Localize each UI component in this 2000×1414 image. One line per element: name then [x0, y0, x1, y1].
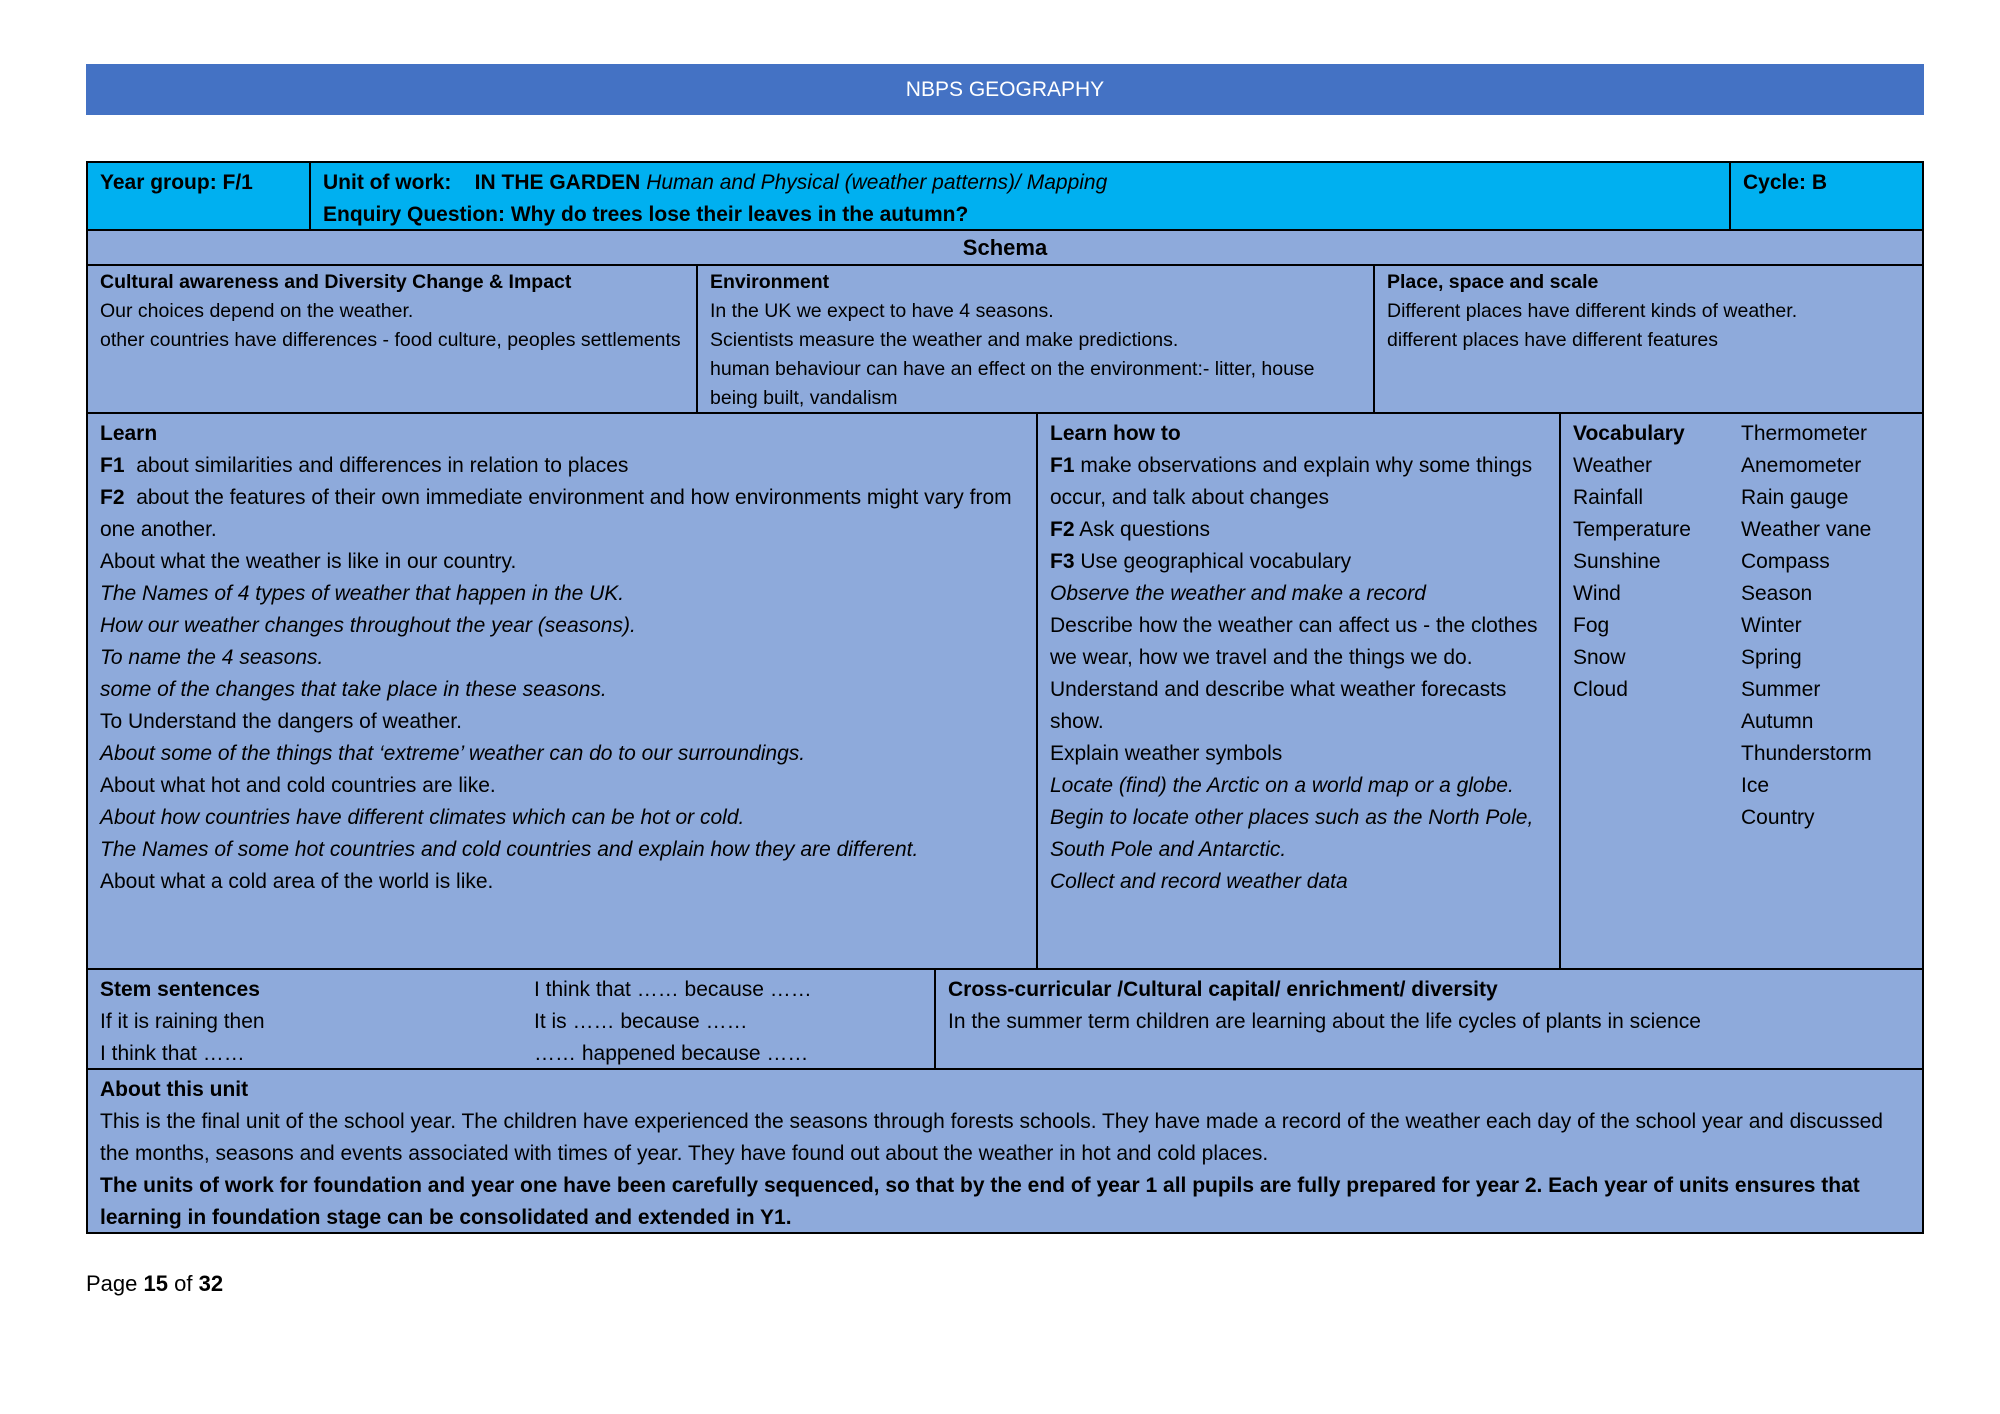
unit-title: IN THE GARDEN	[474, 171, 641, 194]
cross-text: In the summer term children are learning about the life cycles of plants in science	[948, 1010, 1701, 1033]
learn-how-heading: Learn how to	[1050, 422, 1181, 445]
unit-subtitle: Human and Physical (weather patterns)/ Mapping	[646, 171, 1108, 194]
schema-title: Schema	[962, 235, 1048, 260]
vocabulary-word: Fog	[1573, 614, 1610, 637]
vocabulary-word: Snow	[1573, 646, 1626, 669]
vocabulary-word: Sunshine	[1573, 550, 1661, 573]
learn-cell	[88, 414, 1036, 968]
learn-how-f3: F3 Use geographical vocabulary	[1050, 550, 1352, 573]
vocabulary-word: Temperature	[1573, 518, 1691, 541]
cultural-line: Our choices depend on the weather.	[100, 300, 414, 322]
about-row	[86, 1070, 1924, 1234]
learn-item: About some of the things that ‘extreme’ weather can do to our surroundings.	[100, 742, 806, 765]
learn-how-item: Begin to locate other places such as the North Pole, South Pole and Antarctic.	[1050, 806, 1534, 861]
stem-cell	[88, 970, 934, 1068]
cross-heading: Cross-curricular /Cultural capital/ enrichment/ diversity	[948, 978, 1498, 1001]
learn-how-item: Observe the weather and make a record	[1050, 582, 1426, 605]
stem-heading: Stem sentences	[100, 978, 260, 1001]
learn-heading: Learn	[100, 422, 158, 445]
vocabulary-heading: Vocabulary	[1573, 422, 1685, 445]
learn-item: About what the weather is like in our country.	[100, 550, 517, 573]
stem-col1	[100, 974, 534, 1070]
page-label: Page	[86, 1271, 138, 1296]
vocabulary-col1	[1573, 418, 1741, 834]
learn-row	[86, 414, 1924, 970]
of-label: of	[174, 1271, 193, 1296]
vocabulary-cell	[1559, 414, 1922, 968]
vocabulary-word: Summer	[1741, 678, 1821, 701]
unit-plan-table	[86, 161, 1924, 1234]
vocabulary-word: Autumn	[1741, 710, 1814, 733]
environment-heading: Environment	[710, 271, 830, 293]
stem-sentence: It is …… because ……	[534, 1010, 748, 1033]
vocabulary-word: Rain gauge	[1741, 486, 1849, 509]
learn-how-cell	[1036, 414, 1559, 968]
learn-item: About what a cold area of the world is like.	[100, 870, 494, 893]
unit-of-work	[309, 163, 1729, 229]
place-line: Different places have different kinds of weather.	[1387, 300, 1798, 322]
place-line: different places have different features	[1387, 329, 1718, 351]
schema-place	[1373, 266, 1922, 412]
place-heading: Place, space and scale	[1387, 271, 1599, 293]
vocabulary-word: Rainfall	[1573, 486, 1644, 509]
stem-col2	[534, 974, 922, 1070]
vocabulary-word: Season	[1741, 582, 1813, 605]
vocabulary-word: Compass	[1741, 550, 1830, 573]
schema-cells-row	[86, 266, 1924, 414]
learn-item: About how countries have different climates which can be hot or cold.	[100, 806, 745, 829]
header-row	[86, 161, 1924, 231]
vocabulary-word: Country	[1741, 806, 1815, 829]
environment-line: Scientists measure the weather and make predictions.	[710, 329, 1179, 351]
unit-label: Unit of work:	[323, 171, 452, 194]
stem-sentence: I think that ……	[100, 1042, 245, 1065]
vocabulary-word: Wind	[1573, 582, 1621, 605]
schema-environment	[696, 266, 1373, 412]
vocabulary-word: Thermometer	[1741, 422, 1868, 445]
enquiry-question: Enquiry Question: Why do trees lose their leaves in the autumn?	[323, 203, 969, 226]
stem-columns	[100, 974, 922, 1070]
learn-item: To Understand the dangers of weather.	[100, 710, 462, 733]
vocabulary-word: Spring	[1741, 646, 1802, 669]
stem-sentence: …… happened because ……	[534, 1042, 809, 1065]
cycle: Cycle: B	[1729, 163, 1922, 229]
learn-item: The Names of some hot countries and cold countries and explain how they are different.	[100, 838, 919, 861]
learn-how-item: Collect and record weather data	[1050, 870, 1348, 893]
vocabulary-word: Cloud	[1573, 678, 1628, 701]
vocabulary-col2	[1741, 418, 1910, 834]
schema-row	[86, 231, 1924, 266]
about-bold-text: The units of work for foundation and year one have been carefully sequenced, so that by the end of year 1 all pupils are fully prepared for year 2. Each year of units ensures that learning in foundation stage can be consolidated and extended in Y1.	[100, 1174, 1860, 1229]
learn-how-item: Locate (find) the Arctic on a world map or a globe.	[1050, 774, 1514, 797]
page-total: 32	[198, 1271, 224, 1296]
page-banner: NBPS GEOGRAPHY	[86, 64, 1924, 115]
environment-line: In the UK we expect to have 4 seasons.	[710, 300, 1054, 322]
about-heading: About this unit	[100, 1078, 249, 1101]
vocabulary-word: Anemometer	[1741, 454, 1862, 477]
page-number: 15	[143, 1271, 168, 1296]
vocabulary-word: Thunderstorm	[1741, 742, 1872, 765]
cultural-line: other countries have differences - food culture, peoples settlements	[100, 329, 681, 351]
learn-item: some of the changes that take place in these seasons.	[100, 678, 607, 701]
learn-item: How our weather changes throughout the year (seasons).	[100, 614, 636, 637]
stem-sentence: I think that …… because ……	[534, 978, 812, 1001]
learn-how-item: Describe how the weather can affect us - the clothes we wear, how we travel and the things we do.	[1050, 614, 1538, 669]
cross-curricular-cell	[934, 970, 1922, 1068]
vocabulary-word: Ice	[1741, 774, 1770, 797]
learn-f2: F2 about the features of their own immediate environment and how environments might vary from one another.	[100, 486, 1012, 541]
vocabulary-word: Weather	[1573, 454, 1652, 477]
about-text: This is the final unit of the school year. The children have experienced the seasons through forests schools. They have made a record of the weather each day of the school year and discussed the months, seasons and events associated with times of year. They have found out about the weather in hot and cold places.	[100, 1110, 1883, 1165]
year-group: Year group: F/1	[100, 171, 253, 194]
cultural-heading: Cultural awareness and Diversity Change & Impact	[100, 271, 572, 293]
page-footer	[86, 1271, 223, 1297]
learn-item: To name the 4 seasons.	[100, 646, 324, 669]
vocabulary-columns	[1573, 418, 1910, 834]
stem-sentence: If it is raining then	[100, 1010, 265, 1033]
schema-cultural	[88, 266, 696, 412]
stem-row	[86, 970, 1924, 1070]
learn-how-item: Understand and describe what weather forecasts show.	[1050, 678, 1507, 733]
environment-line: human behaviour can have an effect on the environment:- litter, house being built, vandalism	[710, 358, 1315, 409]
learn-item: The Names of 4 types of weather that happen in the UK.	[100, 582, 625, 605]
learn-how-f2: F2 Ask questions	[1050, 518, 1210, 541]
learn-f1: F1 about similarities and differences in relation to places	[100, 454, 629, 477]
about-cell	[88, 1070, 1922, 1232]
learn-how-item: Explain weather symbols	[1050, 742, 1283, 765]
vocabulary-word: Weather vane	[1741, 518, 1872, 541]
learn-how-f1: F1 make observations and explain why some things occur, and talk about changes	[1050, 454, 1533, 509]
learn-item: About what hot and cold countries are like.	[100, 774, 496, 797]
vocabulary-word: Winter	[1741, 614, 1802, 637]
